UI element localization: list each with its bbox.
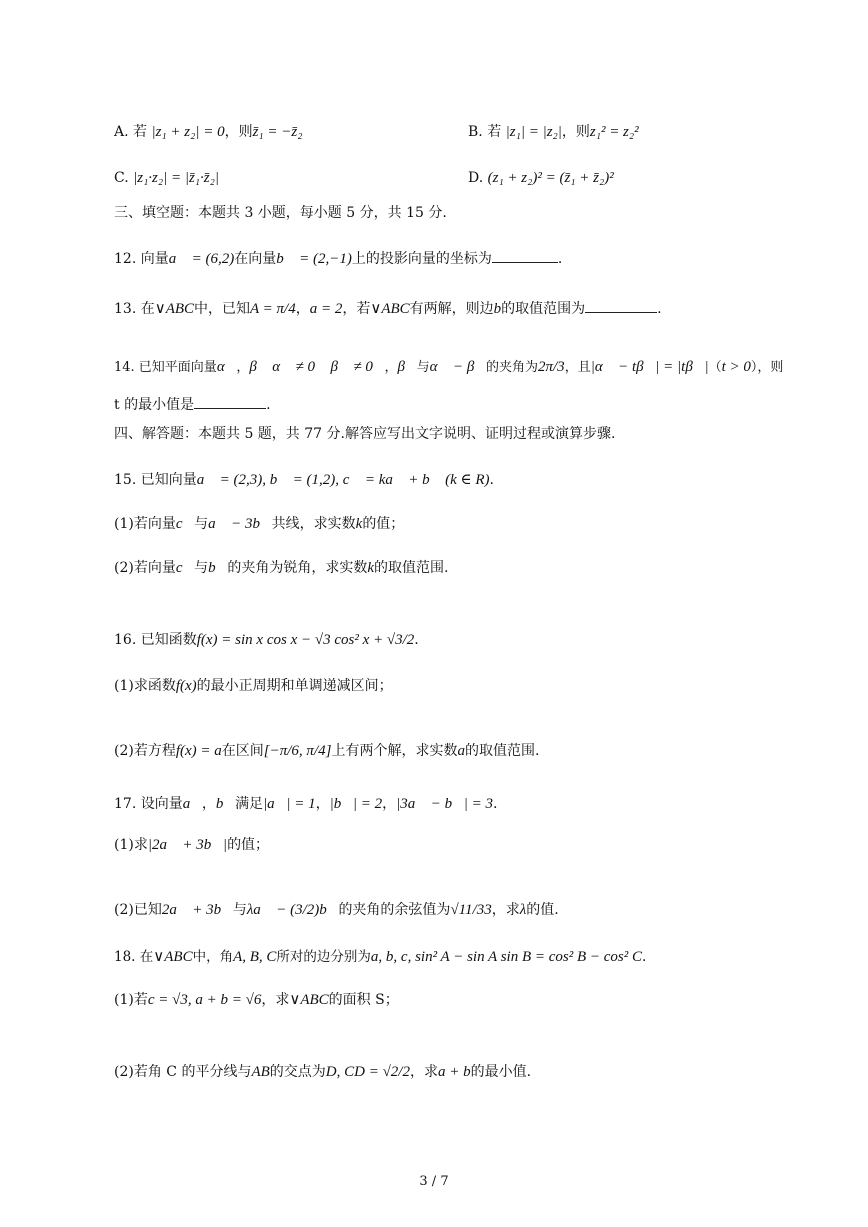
q18-triangle: ∨ABC <box>289 992 329 1008</box>
q14-period: . <box>266 397 271 413</box>
question-15-part1 <box>114 514 404 534</box>
q18-text: 所对的边分别为 <box>276 949 371 965</box>
option-a-connector: ，则 <box>224 124 253 140</box>
q14-difference: α⃗ − β⃗ <box>429 359 486 375</box>
q13-text: 中，已知 <box>194 301 251 317</box>
q15-text: (1)若向量 <box>114 516 176 532</box>
q15-text: (2)若向量 <box>114 560 176 576</box>
q15-k: k <box>355 516 363 532</box>
question-18 <box>114 947 646 967</box>
q17-text: (2)已知 <box>114 902 162 918</box>
q14-text: t 的最小值是 <box>114 397 195 413</box>
q17-norm-a: |a⃗| = 1 <box>263 796 316 812</box>
q17-text: 满足 <box>235 796 264 812</box>
question-16-part2 <box>114 741 539 761</box>
question-17 <box>114 794 497 814</box>
q15-vector-c: c⃗ <box>175 560 195 576</box>
q17-text: 的值； <box>227 837 270 853</box>
q16-text: (1)求函数 <box>114 678 176 694</box>
q14-angle: 2π/3 <box>538 359 565 375</box>
option-c <box>114 168 219 188</box>
q18-period: . <box>642 949 647 965</box>
q15-vector-b: b⃗ <box>208 560 228 576</box>
q17-norm-expr: |3a⃗ − b⃗| = 3 <box>396 796 493 812</box>
q18-text: ，求 <box>409 1064 438 1080</box>
q18-sum: a + b <box>437 1064 471 1080</box>
q15-text: 与 <box>194 560 209 576</box>
q15-text: 的取值范围. <box>374 560 449 576</box>
q12-text: 上的投影向量的坐标为 <box>351 251 492 267</box>
section-4-heading: 四、解答题：本题共 5 题，共 77 分.解答应写出文字说明、证明过程或演算步骤. <box>114 426 616 442</box>
q17-expr2: λa⃗ − (3/2)b⃗ <box>246 902 339 918</box>
q18-text: (2)若角 C 的平分线与 <box>114 1064 252 1080</box>
question-18-part1 <box>114 990 399 1010</box>
q17-expr1: 2a⃗ + 3b⃗ <box>161 902 233 918</box>
q14-text: 的夹角为 <box>485 360 538 375</box>
q17-text: 与 <box>232 902 247 918</box>
question-17-part2 <box>114 900 559 920</box>
q16-fx: f(x) <box>175 678 197 694</box>
q14-text: ），则 <box>750 360 784 375</box>
q18-point-d: D, CD = √2/2 <box>325 1064 410 1080</box>
q12-text: 在向量 <box>234 251 277 267</box>
q18-given: c = √3, a + b = √6 <box>147 992 262 1008</box>
q16-interval: [−π/6, π/4] <box>263 743 332 759</box>
q15-vector-c: c⃗ <box>175 516 195 532</box>
q18-triangle: ∨ABC <box>153 949 193 965</box>
page-number: 3 / 7 <box>419 1174 449 1189</box>
question-15 <box>114 470 494 490</box>
q17-text: 的夹角的余弦值为 <box>338 902 451 918</box>
q17-text: (1)求 <box>114 837 148 853</box>
question-12 <box>114 248 562 269</box>
q13-text: 的取值范围为 <box>501 301 586 317</box>
q13-side-a: a = 2 <box>309 301 343 317</box>
q14-alpha: α⃗ <box>216 359 237 375</box>
q17-cosine: √11/33 <box>450 902 492 918</box>
q14-text: ， <box>384 360 398 375</box>
q17-lambda: λ <box>519 902 527 918</box>
q12-vector-b: b⃗ = (2,−1) <box>276 251 352 267</box>
option-a <box>114 122 302 142</box>
question-18-part2 <box>114 1062 531 1082</box>
q14-text: ，且 <box>564 360 591 375</box>
q16-text: 16. 已知函数 <box>114 632 197 648</box>
q13-text: 有两解，则边 <box>409 301 494 317</box>
q17-text: ，求 <box>491 902 520 918</box>
q15-text: 15. 已知向量 <box>114 472 197 488</box>
q16-equation: f(x) = a <box>175 743 222 759</box>
q18-text: 18. 在 <box>114 949 154 965</box>
option-a-label: A. 若 <box>114 124 148 140</box>
q13-text: ，若 <box>342 301 371 317</box>
question-15-part2 <box>114 558 448 578</box>
q18-equation: a, b, c, sin² A − sin A sin B = cos² B − cos² C <box>370 949 643 965</box>
q16-period: . <box>414 632 419 648</box>
option-b <box>468 122 639 142</box>
q18-text: 的交点为 <box>269 1064 326 1080</box>
option-a-conclusion: z̄₁ = −z̄₂ <box>252 124 303 140</box>
option-c-label: C. <box>114 170 129 186</box>
q14-t-condition: t > 0 <box>721 359 751 375</box>
q17-norm-b: |b⃗| = 2 <box>329 796 383 812</box>
option-d-label: D. <box>468 170 484 186</box>
q15-text: 共线，求实数 <box>271 516 356 532</box>
question-16-part1 <box>114 676 393 696</box>
q14-text: ， <box>236 360 250 375</box>
section-3-heading: 三、填空题：本题共 3 小题，每小题 5 分，共 15 分. <box>114 205 447 221</box>
q15-vectors: a⃗ = (2,3), b⃗ = (1,2), c⃗ = ka⃗ + b⃗ (k ∈ R) <box>196 472 490 488</box>
q18-text: 的最小值. <box>470 1064 532 1080</box>
q17-text: ， <box>315 796 330 812</box>
option-b-connector: ，则 <box>561 124 590 140</box>
q12-answer-blank[interactable] <box>492 248 558 263</box>
q15-period: . <box>489 472 494 488</box>
q14-text: （ <box>708 360 722 375</box>
q15-k: k <box>367 560 375 576</box>
q16-text: 在区间 <box>221 743 264 759</box>
q13-angle-a: A = π/4 <box>250 301 296 317</box>
q16-a: a <box>457 743 465 759</box>
q18-angles: A, B, C <box>233 949 277 965</box>
q13-side-b: b <box>493 301 502 317</box>
option-a-condition: |z₁ + z₂| = 0 <box>151 124 225 140</box>
q14-nonzero-condition: β⃗ α⃗ ≠ 0⃗ β⃗ ≠ 0⃗ <box>249 359 385 375</box>
q13-triangle: ∨ABC <box>370 301 410 317</box>
q13-answer-blank[interactable] <box>585 298 657 313</box>
q13-triangle: ∨ABC <box>154 301 195 317</box>
q18-segment-ab: AB <box>251 1064 270 1080</box>
q16-text: 的最小正周期和单调递减区间； <box>196 678 393 694</box>
q12-text: 12. 向量 <box>114 251 169 267</box>
question-17-part1 <box>114 835 269 855</box>
q17-vector-a: a⃗ <box>182 796 202 812</box>
q13-period: . <box>657 301 662 317</box>
q14-text: 与 <box>416 360 430 375</box>
question-14 <box>114 357 783 378</box>
q16-function: f(x) = sin x cos x − √3 cos² x + √3/2 <box>196 632 415 648</box>
q16-text: (2)若方程 <box>114 743 176 759</box>
q16-text: 的取值范围. <box>464 743 540 759</box>
q15-text: 的值； <box>362 516 405 532</box>
q17-text: ， <box>201 796 216 812</box>
q17-text: ， <box>382 796 397 812</box>
q13-text: 13. 在 <box>114 301 155 317</box>
question-13 <box>114 298 662 319</box>
q17-expr: |2a⃗ + 3b⃗| <box>147 837 228 853</box>
q14-beta: β⃗ <box>397 359 417 375</box>
q12-vector-a: a⃗ = (6,2) <box>168 251 235 267</box>
q17-period: . <box>492 796 498 812</box>
option-d-statement: (z₁ + z₂)² = (z̄₁ + z̄₂)² <box>487 170 614 186</box>
q17-vector-b: b⃗ <box>215 796 236 812</box>
q18-text: (1)若 <box>114 992 148 1008</box>
q15-expr: a⃗ − 3b⃗ <box>208 516 272 532</box>
q18-text: ，求 <box>261 992 290 1008</box>
option-b-label: B. 若 <box>468 124 502 140</box>
q14-text: 14. 已知平面向量 <box>114 360 217 375</box>
q18-text: 的面积 S； <box>328 992 399 1008</box>
q13-text: ， <box>295 301 310 317</box>
q14-answer-blank[interactable] <box>194 394 266 409</box>
option-c-statement: |z₁·z₂| = |z̄₁·z̄₂| <box>133 170 219 186</box>
question-14-line2 <box>114 394 271 415</box>
q17-text: 的值. <box>526 902 559 918</box>
q15-text: 的夹角为锐角，求实数 <box>227 560 368 576</box>
q15-text: 与 <box>194 516 209 532</box>
q12-period: . <box>557 251 563 267</box>
q18-text: 中，角 <box>192 949 234 965</box>
question-16 <box>114 630 419 650</box>
q14-equation: |α⃗ − tβ⃗| = |tβ⃗| <box>590 359 709 375</box>
option-b-condition: |z₁| = |z₂| <box>505 124 562 140</box>
q16-text: 上有两个解，求实数 <box>331 743 458 759</box>
option-d <box>468 168 614 188</box>
option-b-conclusion: z₁² = z₂² <box>589 124 639 140</box>
q17-text: 17. 设向量 <box>114 796 183 812</box>
